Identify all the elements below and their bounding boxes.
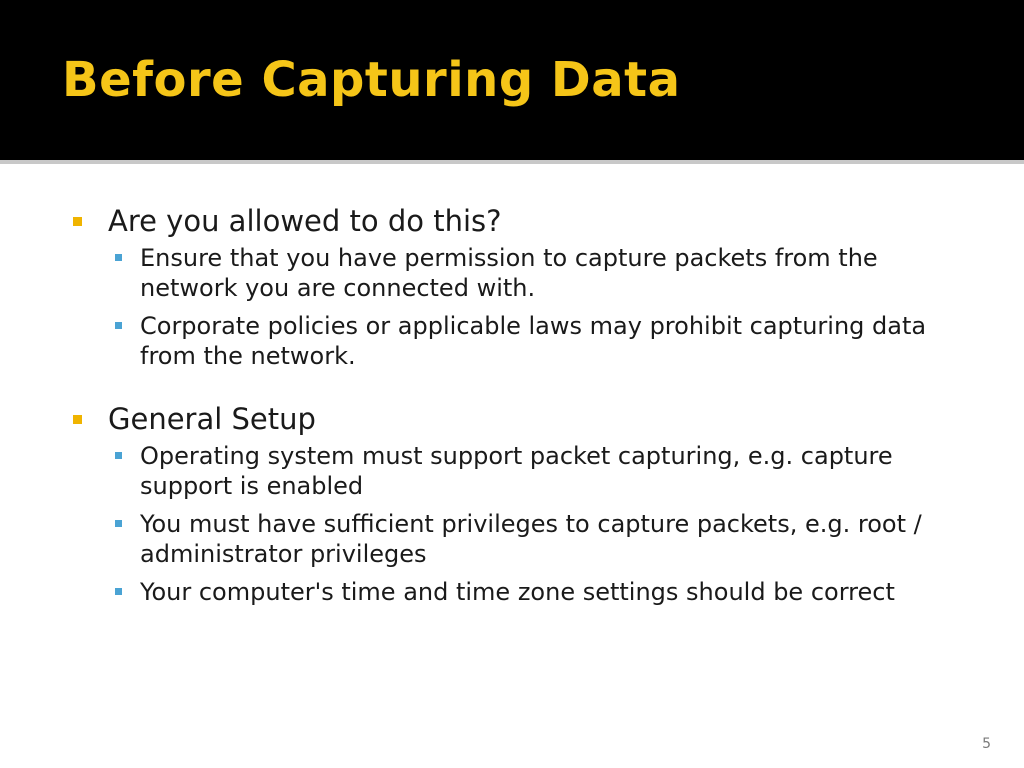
bullet-text: General Setup [108,402,316,436]
square-bullet-icon [73,415,82,424]
bullet-text: Your computer's time and time zone settings should be correct [140,578,895,606]
bullet-level1 [72,203,972,239]
small-square-bullet-icon [115,520,122,527]
bullet-text: Operating system must support packet capturing, e.g. capture support is enabled [140,442,893,500]
small-square-bullet-icon [115,452,122,459]
bullet-level2 [104,441,930,501]
bullet-level2 [104,243,930,303]
page-number: 5 [982,736,991,752]
sub-bullet-list [104,441,972,607]
small-square-bullet-icon [115,588,122,595]
bullet-text: You must have sufficient privileges to capture packets, e.g. root / administrator privileges [140,510,922,568]
square-bullet-icon [73,217,82,226]
bullet-level1 [72,401,972,437]
small-square-bullet-icon [115,254,122,261]
title-bar [0,0,1024,160]
bullet-text: Ensure that you have permission to capture packets from the network you are connected with. [140,244,878,302]
bullet-text: Corporate policies or applicable laws may prohibit capturing data from the network. [140,312,927,370]
bullet-level2 [104,311,930,371]
bullet-level2 [104,577,930,607]
sub-bullet-list [104,243,972,371]
slide-title: Before Capturing Data [62,52,681,108]
slide-content [72,203,972,615]
title-divider-highlight [0,164,1024,166]
bullet-group-general-setup [72,401,972,607]
bullet-group-permission [72,203,972,371]
small-square-bullet-icon [115,322,122,329]
bullet-text: Are you allowed to do this? [108,204,502,238]
bullet-level2 [104,509,930,569]
